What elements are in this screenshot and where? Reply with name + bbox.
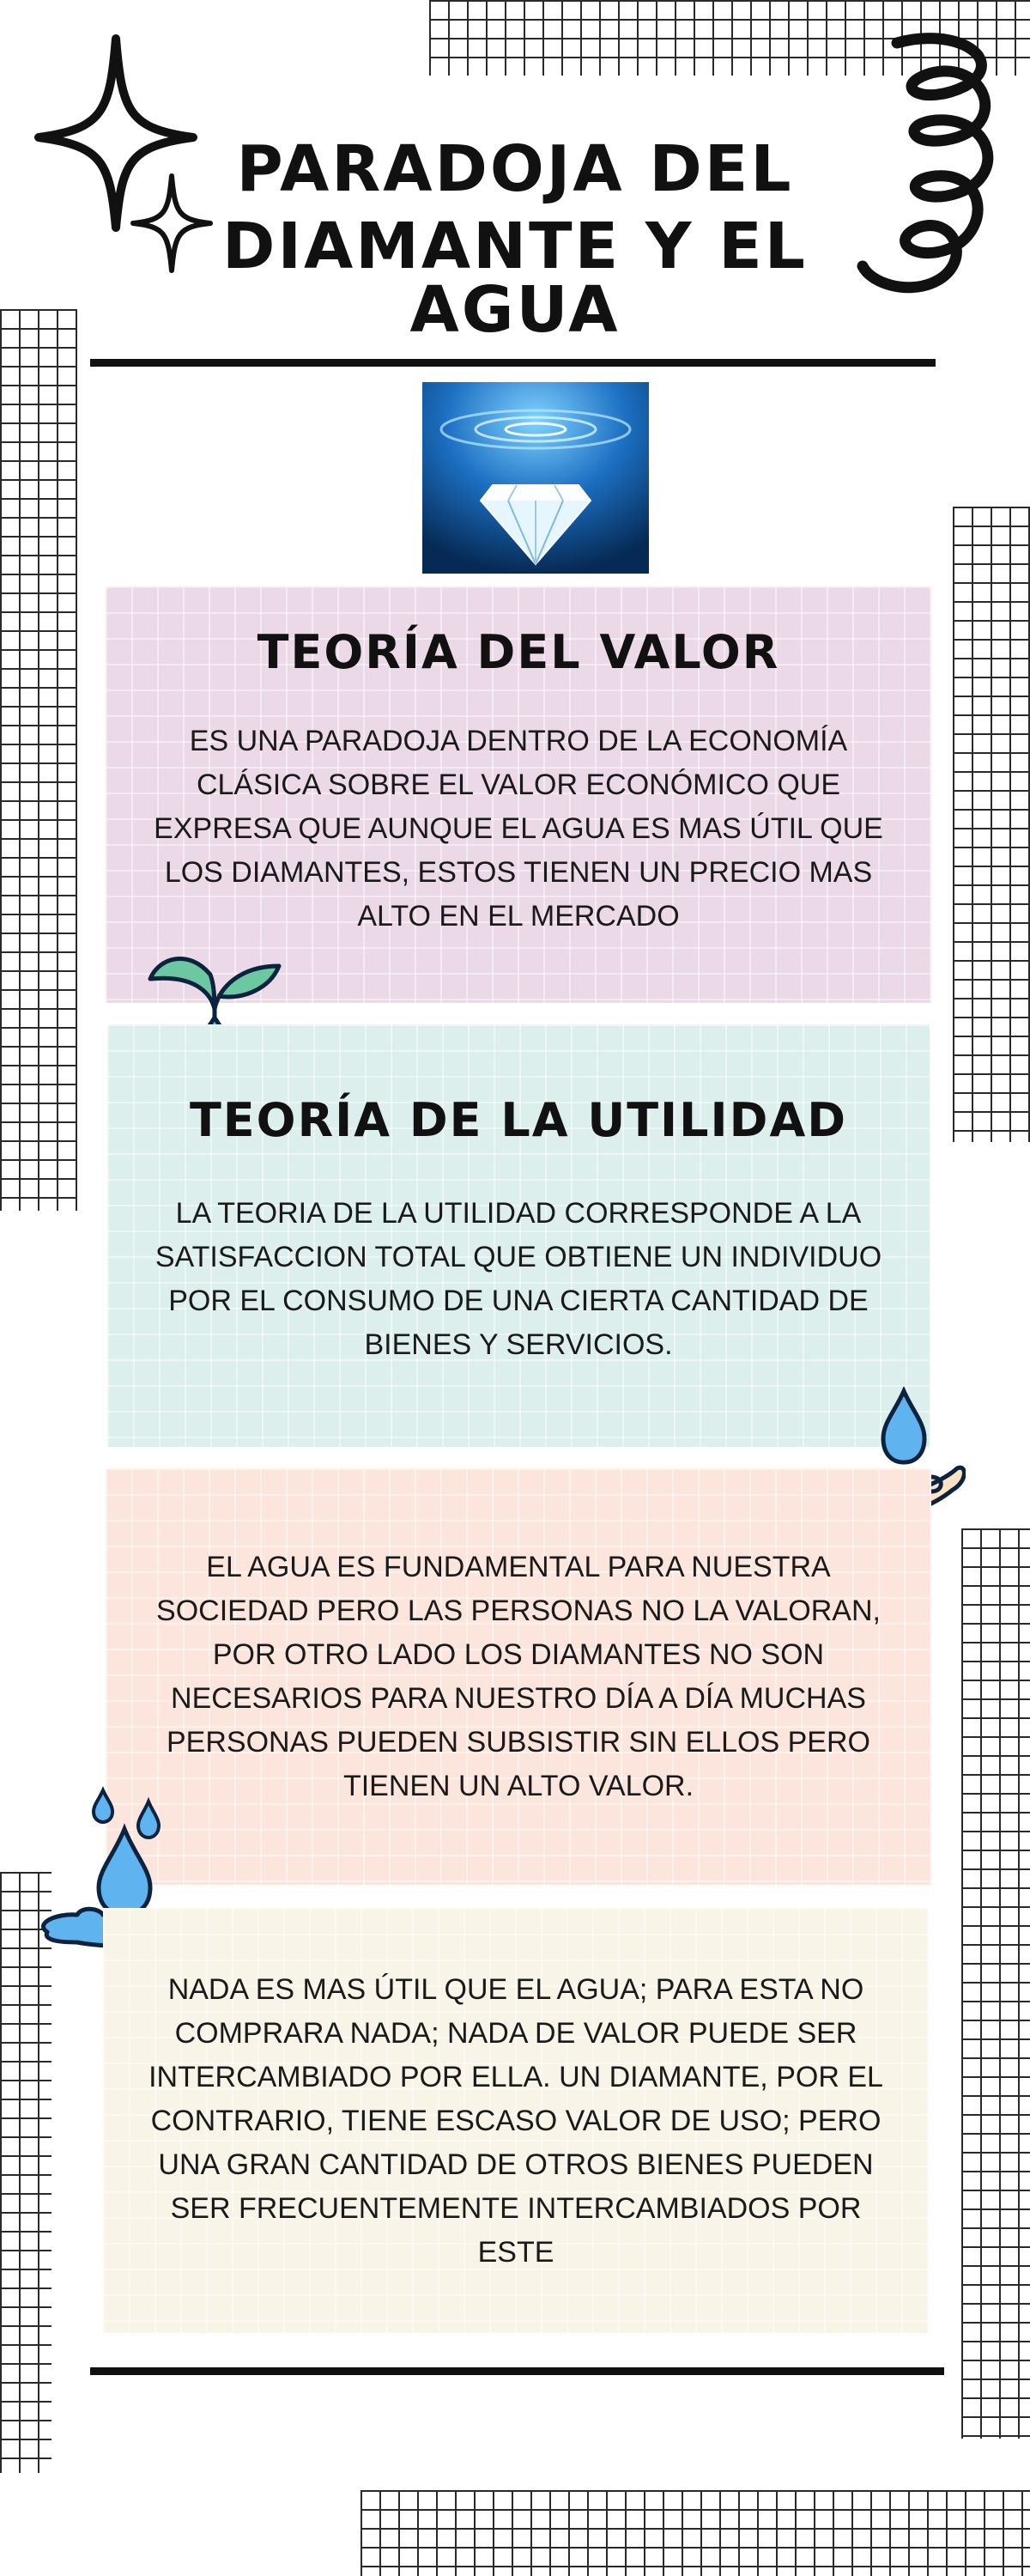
page-title <box>129 132 901 347</box>
title-line-2: DIAMANTE Y EL AGUA <box>222 210 808 347</box>
section-text: LA TEORIA DE LA UTILIDAD CORRESPONDE A LA SATISFACCION TOTAL QUE OBTIENE UN INDIVIDUO POR EL CONSUMO DE UNA CIERTA CANTIDAD DE BIENES Y SERVICIOS. <box>154 1197 882 1361</box>
section-title: TEORÍA DEL VALOR <box>257 625 780 679</box>
section-card-nada-mas-util <box>103 1908 929 2333</box>
diamond-in-water-image <box>422 382 649 574</box>
grid-pattern-left-lower <box>0 1872 52 2473</box>
divider-bottom <box>90 2367 944 2375</box>
divider-top <box>90 359 936 367</box>
section-text: NADA ES MAS ÚTIL QUE EL AGUA; PARA ESTA NO COMPRARA NADA; NADA DE VALOR PUEDE SER INTERCAMBIADO POR ELLA. UN DIAMANTE, POR EL CONTRARIO, TIENE ESCASO VALOR DE USO; PERO UNA GRAN CANTIDAD DE OTROS BIENES PUEDEN SER FRECUENTEMENTE INTERCAMBIADOS POR ESTE <box>148 1973 883 2269</box>
section-card-teoria-utilidad <box>107 1024 930 1447</box>
grid-pattern-left-upper <box>0 309 77 1211</box>
section-card-agua <box>106 1468 931 1885</box>
title-line-1: PARADOJA DEL <box>236 132 794 206</box>
grid-pattern-right-lower <box>961 1528 1030 2439</box>
grid-pattern-bottom <box>360 2490 1030 2576</box>
section-text: ES UNA PARADOJA DENTRO DE LA ECONOMÍA CLÁSICA SOBRE EL VALOR ECONÓMICO QUE EXPRESA QUE AUNQUE EL AGUA ES MAS ÚTIL QUE LOS DIAMANTES, ESTOS TIENEN UN PRECIO MAS ALTO EN EL MERCADO <box>154 725 883 933</box>
section-text: EL AGUA ES FUNDAMENTAL PARA NUESTRA SOCIEDAD PERO LAS PERSONAS NO LA VALORAN, POR OTRO LADO LOS DIAMANTES NO SON NECESARIOS PARA NUESTRO DÍA A DÍA MUCHAS PERSONAS PUEDEN SUBSISTIR SIN ELLOS PERO TIENEN UN ALTO VALOR. <box>156 1551 881 1802</box>
grid-pattern-right-upper <box>953 507 1030 1142</box>
section-title: TEORÍA DE LA UTILIDAD <box>189 1093 848 1147</box>
